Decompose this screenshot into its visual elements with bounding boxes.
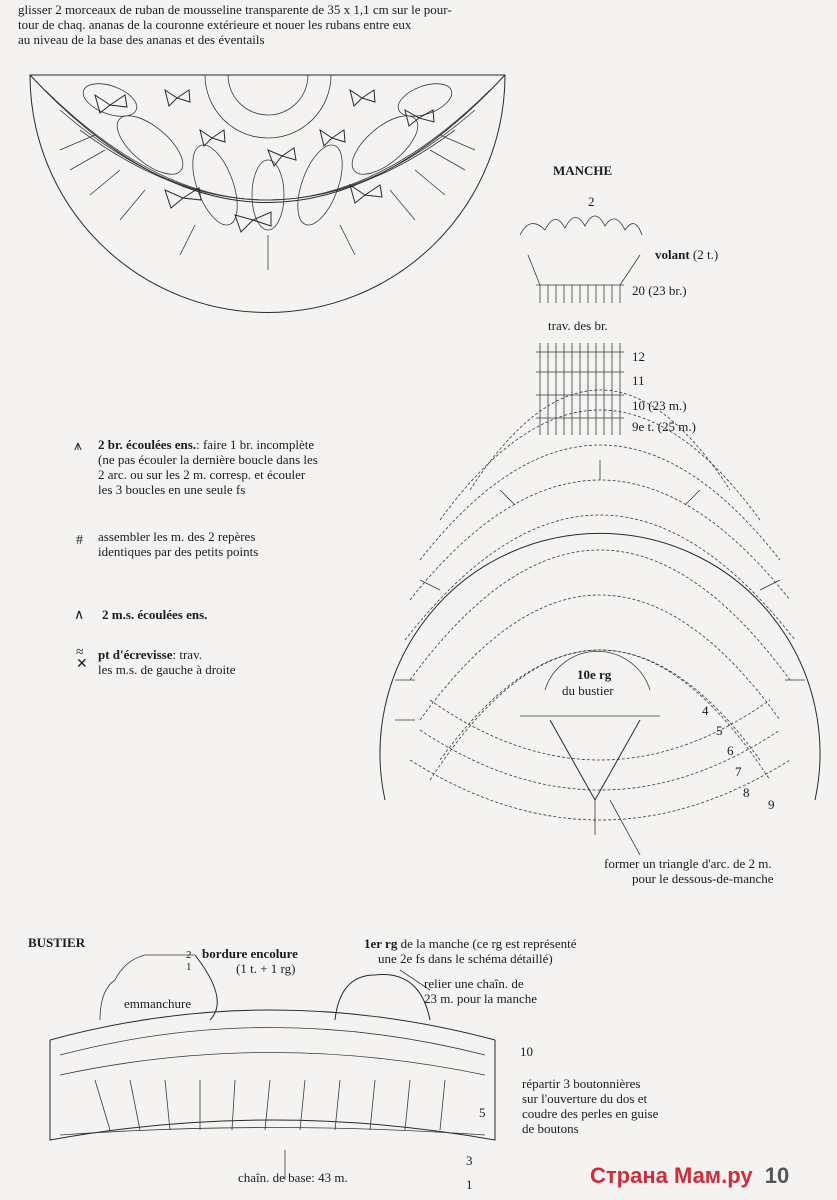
rg1-label — [364, 936, 576, 951]
bordure-row: 2 — [186, 949, 192, 961]
volant-bold: volant — [655, 247, 690, 262]
repartir-line: sur l'ouverture du dos et — [522, 1091, 648, 1106]
caption-line2: pour le dessous-de-manche — [632, 871, 774, 886]
rg10-label: 10e rg — [577, 667, 612, 682]
round-label: 8 — [743, 785, 750, 800]
sleeve-circle-chart — [380, 390, 820, 855]
repartir-line: coudre des perles en guise — [522, 1106, 659, 1121]
round-label: 5 — [716, 723, 723, 738]
legend-line: identiques par des petits points — [98, 544, 259, 559]
legend-bold: pt d'écrevisse — [98, 647, 173, 662]
legend-item — [74, 607, 384, 647]
legend-item — [74, 529, 384, 607]
round-label: 7 — [735, 764, 742, 779]
legend-line: 2 arc. ou sur les 2 m. corresp. et écouler — [98, 467, 306, 482]
emmanchure-label: emmanchure — [124, 996, 192, 1011]
manche-trav: trav. des br. — [548, 318, 608, 333]
legend-line: les m.s. de gauche à droite — [98, 662, 236, 677]
legend-bold: 2 m.s. écoulées ens. — [102, 607, 208, 622]
round-label: 4 — [702, 703, 709, 718]
volant-label — [655, 247, 718, 262]
legend-item — [74, 437, 384, 505]
watermark-text: Страна Мам — [590, 1163, 722, 1188]
manche-row20: 20 (23 br.) — [632, 283, 687, 298]
legend-text: : trav. — [172, 647, 202, 662]
legend-bold: 2 br. écoulées ens. — [98, 437, 197, 452]
manche-title: MANCHE — [553, 163, 613, 178]
double-treble-symbol-icon: ⩚ — [74, 439, 82, 454]
manche-row11: 11 — [632, 373, 645, 388]
bustier-title: BUSTIER — [28, 935, 86, 950]
legend-text: : faire 1 br. incomplète — [196, 437, 315, 452]
yoke-chart — [30, 75, 505, 312]
bustier-row5: 5 — [479, 1105, 486, 1120]
manche-row12: 12 — [632, 349, 645, 364]
caret-decrease-icon: ∧ — [74, 608, 85, 623]
round-label: 9 — [768, 797, 775, 812]
rg1-line1: de la manche (ce rg est représenté — [400, 936, 577, 951]
manche-mark-2: 2 — [588, 194, 595, 209]
legend — [74, 437, 384, 687]
bustier-row1: 1 — [466, 1177, 473, 1192]
manche-row10: 10 (23 m.) — [632, 398, 687, 413]
legend-item — [74, 647, 384, 687]
bordure-title: bordure encolure — [202, 946, 298, 961]
hash-join-icon: # — [76, 533, 83, 548]
rg10-sub: du bustier — [562, 683, 614, 698]
caption-line1: former un triangle d'arc. de 2 m. — [604, 856, 772, 871]
bordure-sub: (1 t. + 1 rg) — [236, 961, 296, 976]
manche-row9: 9e t. (25 m.) — [632, 419, 696, 434]
relier-line2: 23 m. pour la manche — [424, 991, 537, 1006]
bustier-row3: 3 — [466, 1153, 473, 1168]
bordure-row: 1 — [186, 961, 192, 973]
top-note-line3: au niveau de la base des ananas et des éventails — [18, 32, 265, 47]
bustier-row10: 10 — [520, 1044, 533, 1059]
repartir-line: de boutons — [522, 1121, 579, 1136]
crab-stitch-icon: ≈ ✕ — [76, 645, 88, 672]
watermark — [590, 1163, 789, 1189]
rg1-line2: une 2e fs dans le schéma détaillé) — [378, 951, 553, 966]
page-number: 10 — [764, 1163, 790, 1188]
top-note-line1: glisser 2 morceaux de ruban de mousseline transparente de 35 x 1,1 cm sur le pour- — [18, 2, 452, 17]
rg1-bold: 1er rg — [364, 936, 398, 951]
round-label: 6 — [727, 743, 734, 758]
repartir-line: répartir 3 boutonnières — [522, 1076, 641, 1091]
relier-line1: relier une chaîn. de — [424, 976, 524, 991]
top-note-line2: tour de chaq. ananas de la couronne extérieure et nouer les rubans entre eux — [18, 17, 412, 32]
legend-line: les 3 boucles en une seule fs — [98, 482, 246, 497]
watermark-suffix: .ру — [721, 1163, 753, 1188]
base-label: chaîn. de base: 43 m. — [238, 1170, 348, 1185]
volant-rest: (2 t.) — [692, 247, 719, 262]
legend-line: (ne pas écouler la dernière boucle dans les — [98, 452, 318, 467]
legend-text: assembler les m. des 2 repères — [98, 529, 256, 544]
